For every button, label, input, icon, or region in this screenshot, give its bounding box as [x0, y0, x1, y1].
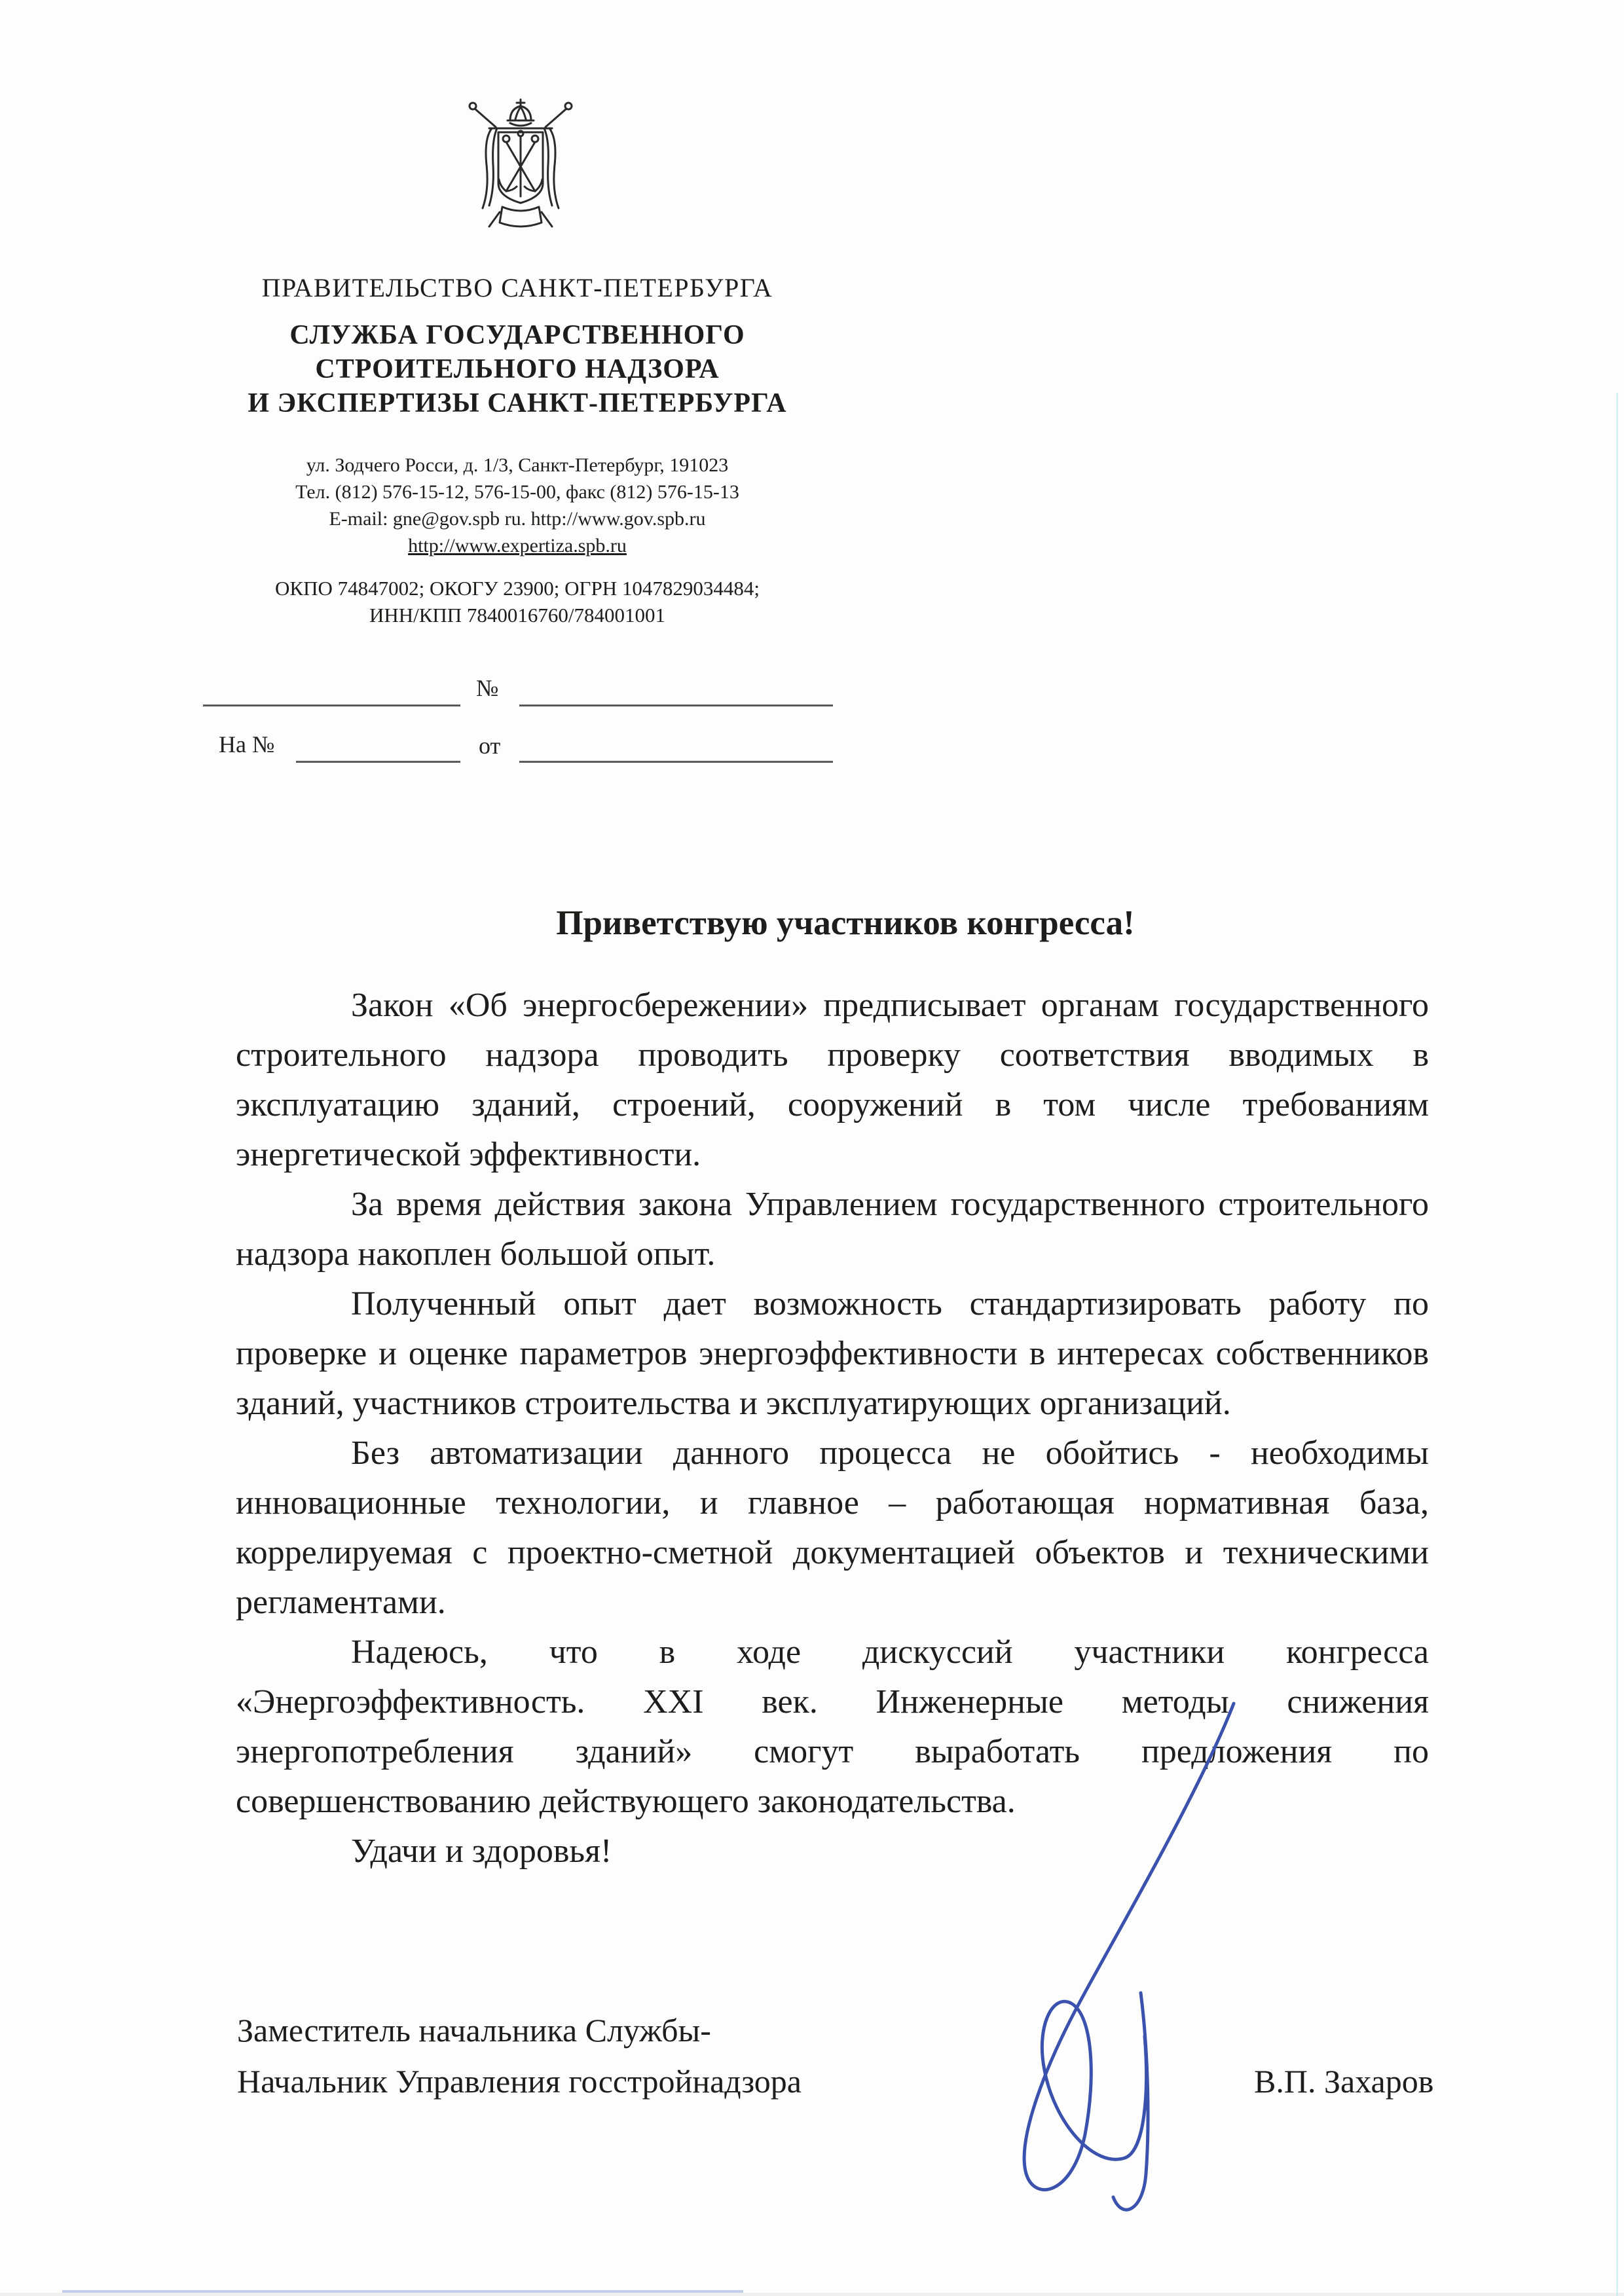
email-web-line: E-mail: gne@gov.spb ru. http://www.gov.spb.ru: [329, 508, 706, 530]
paragraph-5: Надеюсь, что в ходе дискуссий участники конгресса «Энергоэффективность. XXI век. Инженерные методы снижения энергопотребления зданий» смогут выработать предложения по совершенствованию действующего законодательства.: [236, 1633, 1429, 1820]
outgoing-number-blank-line: [519, 704, 833, 706]
incoming-date-blank-line: [519, 761, 833, 763]
paragraph-3: Полученный опыт дает возможность стандартизировать работу по проверке и оценке параметров энергоэффективности в интересах собственников зданий, участников строительства и эксплуатирующих организаций.: [236, 1285, 1429, 1422]
website-url: http://www.expertiza.spb.ru: [408, 535, 627, 556]
website-line: [190, 532, 845, 559]
registration-codes-line2: ИНН/КПП 7840016760/784001001: [369, 604, 666, 627]
scan-cyan-edge-artifact: [1616, 393, 1618, 2296]
government-title: ПРАВИТЕЛЬСТВО САНКТ-ПЕТЕРБУРГА: [261, 273, 773, 302]
salutation-heading: Приветствую участников конгресса!: [556, 904, 1135, 942]
closing-wish: Удачи и здоровья!: [351, 1832, 612, 1870]
signer-position-line1: Заместитель начальника Службы-: [237, 2012, 711, 2049]
paragraph-1: Закон «Об энергосбережении» предписывает органам государственного строительного надзора проводить проверку соответствия вводимых в эксплуатацию зданий, строений, сооружений в том числе требованиям энергетической эффективности.: [236, 987, 1429, 1173]
signer-name: В.П. Захаров: [1254, 2063, 1434, 2100]
service-name-line1: СЛУЖБА ГОСУДАРСТВЕННОГО: [289, 320, 745, 350]
signer-position-line2: Начальник Управления госстройнадзора: [237, 2063, 802, 2100]
scan-blue-line-artifact: [62, 2290, 743, 2293]
registration-codes-line1: ОКПО 74847002; ОКОГУ 23900; ОГРН 1047829034484;: [275, 577, 760, 600]
paragraph-2: За время действия закона Управлением государственного строительного надзора накоплен большой опыт.: [236, 1186, 1429, 1273]
address-line: ул. Зодчего Росси, д. 1/3, Санкт-Петербург, 191023: [306, 454, 729, 476]
outgoing-date-blank-line: [203, 704, 460, 706]
service-name-line2: СТРОИТЕЛЬНОГО НАДЗОРА: [315, 354, 720, 384]
handwritten-signature: [982, 1683, 1277, 2226]
service-name-line3: И ЭКСПЕРТИЗЫ САНКТ-ПЕТЕРБУРГА: [248, 388, 787, 418]
phone-line: Тел. (812) 576-15-12, 576-15-00, факс (812) 576-15-13: [295, 481, 739, 503]
number-label: №: [476, 675, 499, 701]
scan-bottom-band: [0, 2293, 1624, 2296]
incoming-number-blank-line: [296, 761, 460, 763]
on-number-label: На №: [219, 731, 275, 757]
saint-petersburg-emblem-icon: [455, 97, 586, 238]
from-label: от: [479, 733, 501, 759]
paragraph-4: Без автоматизации данного процесса не обойтись - необходимы инновационные технологии, и главное – работающая нормативная база, коррелируемая с проектно-сметной документацией объектов и техническими регламентами.: [236, 1434, 1429, 1621]
